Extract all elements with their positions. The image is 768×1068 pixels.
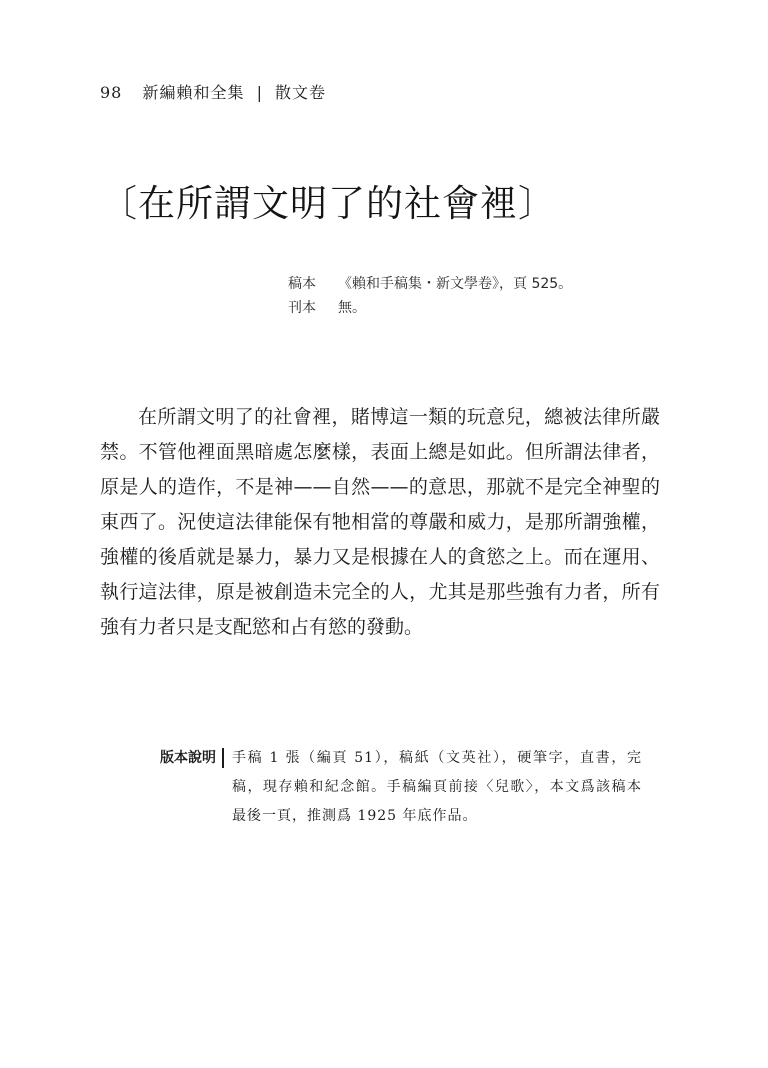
print-label: 刊本 <box>288 300 316 316</box>
print-value: 無。 <box>338 300 366 316</box>
source-info <box>288 272 572 320</box>
article-title: 〔在所謂文明了的社會裡〕 <box>100 182 556 225</box>
edition-note-label: 版本說明 <box>160 748 224 768</box>
page-number: 98 <box>100 83 123 102</box>
edition-note <box>160 744 642 831</box>
header-separator: | <box>256 83 263 102</box>
book-title: 新編賴和全集 <box>142 83 245 102</box>
print-row <box>288 296 572 320</box>
manuscript-row <box>288 272 572 296</box>
running-header <box>100 80 326 103</box>
manuscript-label: 稿本 <box>288 276 316 292</box>
edition-note-text: 手稿 1 張（編頁 51），稿紙（文英社），硬筆字，直書，完稿，現存賴和紀念館。手稿編頁前接〈兒歌〉，本文爲該稿本最後一頁，推測爲 1925 年底作品。 <box>232 750 642 824</box>
body-paragraph: 在所謂文明了的社會裡，賭博這一類的玩意兒，總被法律所嚴禁。不管他裡面黑暗處怎麼樣，表面上總是如此。但所謂法律者，原是人的造作，不是神——自然——的意思，那就不是完全神聖的東西了。況使這法律能保有牠相當的尊嚴和威力，是那所謂強權，強權的後盾就是暴力，暴力又是根據在人的貪慾之上。而在運用、執行這法律，原是被創造未完全的人，尤其是那些強有力者，所有強有力者只是支配慾和占有慾的發動。 <box>100 406 660 638</box>
manuscript-value: 《賴和手稿集・新文學卷》，頁 525。 <box>338 276 573 292</box>
section-name: 散文卷 <box>275 83 327 102</box>
body-text <box>100 400 660 645</box>
